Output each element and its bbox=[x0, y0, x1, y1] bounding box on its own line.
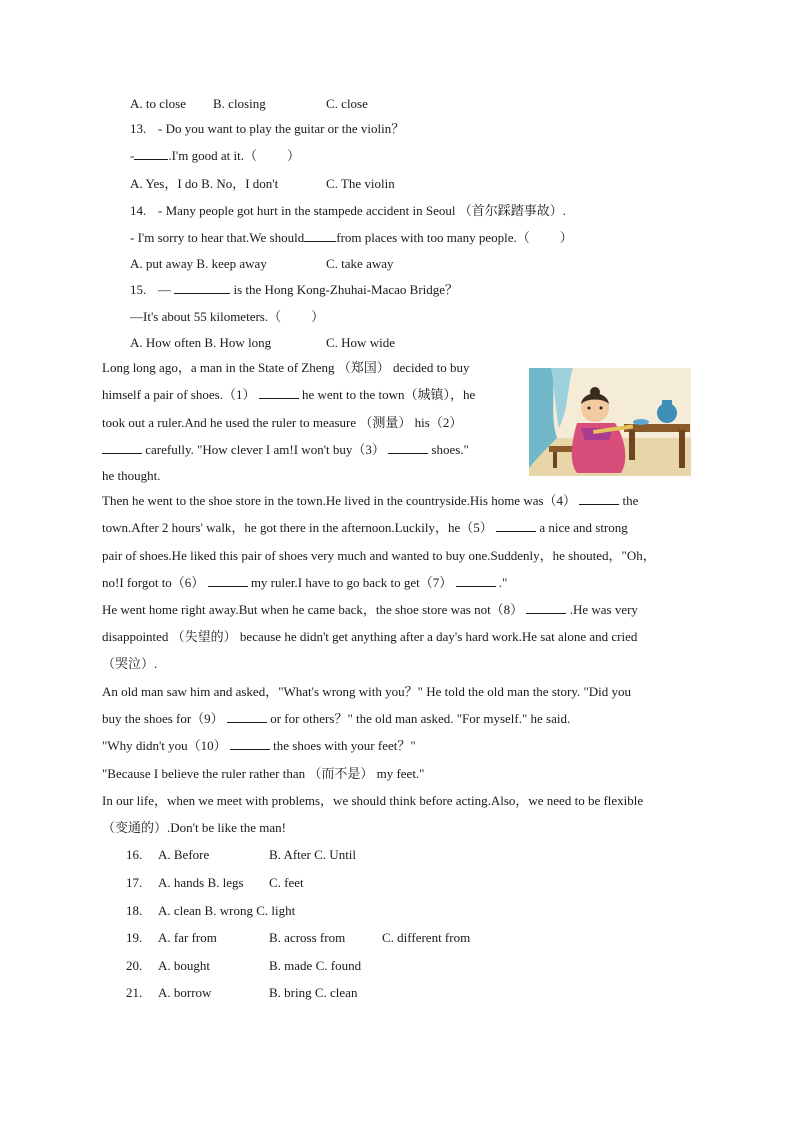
answer-number: 20. bbox=[126, 958, 143, 973]
q13-number: 13. bbox=[130, 121, 147, 136]
q12-option-b: B. closing bbox=[213, 96, 266, 111]
answer-option-b: B. bring C. clean bbox=[269, 985, 358, 1000]
blank-5[interactable] bbox=[496, 520, 536, 532]
passage-line-2: himself a pair of shoes.（1） he went to the town（城镇），he bbox=[102, 387, 476, 402]
blank-7[interactable] bbox=[456, 575, 496, 587]
answer-number: 19. bbox=[126, 930, 143, 945]
blank-2[interactable] bbox=[102, 442, 142, 454]
answer-option-a: A. Before bbox=[158, 847, 210, 862]
answer-option-b: B. made C. found bbox=[269, 958, 362, 973]
passage-line-3: took out a ruler.And he used the ruler to measure （测量） his（2） bbox=[102, 415, 463, 430]
q15-blank[interactable] bbox=[174, 282, 230, 294]
passage-line-8: pair of shoes.He liked this pair of shoes very much and wanted to buy one.Suddenly，he shouted，"Oh， bbox=[102, 548, 656, 563]
q14-question: - Many people got hurt in the stampede accident in Seoul （首尔踩踏事故）. bbox=[158, 203, 566, 218]
passage-line-7: town.After 2 hours' walk，he got there in the afternoon.Luckily，he（5） a nice and strong bbox=[102, 520, 628, 535]
answer-option-b: C. feet bbox=[269, 875, 304, 890]
answer-number: 18. bbox=[126, 903, 143, 918]
blank-8[interactable] bbox=[526, 602, 566, 614]
blank-3[interactable] bbox=[388, 442, 428, 454]
answer-option-a: A. far from bbox=[158, 930, 217, 945]
answer-number: 16. bbox=[126, 847, 143, 862]
q15-question: — is the Hong Kong-Zhuhai-Macao Bridge？ bbox=[158, 282, 459, 297]
q12-option-c: C. close bbox=[326, 96, 368, 111]
answer-option-a: A. borrow bbox=[158, 985, 212, 1000]
passage-line-4: carefully. "How clever I am!I won't buy（3） shoes." bbox=[102, 442, 469, 458]
passage-line-1: Long long ago，a man in the State of Zheng （郑国） decided to buy bbox=[102, 360, 470, 375]
passage-line-14: buy the shoes for（9） or for others？" the old man asked. "For myself." he said. bbox=[102, 711, 571, 726]
q13-reply: - .I'm good at it.（ ） bbox=[130, 148, 300, 163]
passage-line-15: "Why didn't you（10） the shoes with your feet？" bbox=[102, 738, 416, 753]
q15-number: 15. bbox=[130, 282, 147, 297]
man-measuring-ruler-illustration bbox=[529, 368, 691, 476]
blank-4[interactable] bbox=[579, 493, 619, 505]
passage-line-12: （哭泣）. bbox=[102, 656, 158, 671]
passage-line-17: In our life，when we meet with problems，we should think before acting.Also，we need to be flexible bbox=[102, 793, 644, 808]
q13-option-c: C. The violin bbox=[326, 176, 395, 191]
answer-option-c: C. different from bbox=[382, 930, 471, 945]
q13-option-ab: A. Yes，I do B. No，I don't bbox=[130, 176, 279, 191]
passage-line-11: disappointed （失望的） because he didn't get anything after a day's hard work.He sat alone and cried bbox=[102, 629, 638, 644]
passage-line-13: An old man saw him and asked，"What's wrong with you？" He told the old man the story. "Did you bbox=[102, 684, 632, 699]
blank-1[interactable] bbox=[259, 387, 299, 399]
passage-line-6: Then he went to the shoe store in the town.He lived in the countryside.His home was（4） the bbox=[102, 493, 639, 508]
q15-option-ab: A. How often B. How long bbox=[130, 335, 272, 350]
blank-6[interactable] bbox=[208, 575, 248, 587]
q15-reply: —It's about 55 kilometers.（ ） bbox=[130, 309, 325, 324]
q12-option-a: A. to close bbox=[130, 96, 186, 111]
passage-line-9: no!I forgot to（6） my ruler.I have to go back to get（7） ." bbox=[102, 575, 508, 590]
answer-option-a: A. hands B. legs bbox=[158, 875, 244, 890]
q13-blank[interactable] bbox=[134, 148, 168, 160]
q14-option-ab: A. put away B. keep away bbox=[130, 256, 267, 271]
answer-option-b: B. After C. Until bbox=[269, 847, 357, 862]
q15-option-c: C. How wide bbox=[326, 335, 395, 350]
passage-line-10: He went home right away.But when he came back，the shoe store was not（8） .He was very bbox=[102, 602, 638, 617]
passage-line-16: "Because I believe the ruler rather than （而不是） my feet." bbox=[102, 766, 425, 781]
blank-9[interactable] bbox=[227, 711, 267, 723]
answer-number: 17. bbox=[126, 875, 143, 890]
q14-option-c: C. take away bbox=[326, 256, 394, 271]
answer-option-a: A. bought bbox=[158, 958, 210, 973]
blank-10[interactable] bbox=[230, 738, 270, 750]
passage-line-5: he thought. bbox=[102, 468, 161, 483]
answer-option-b: B. across from bbox=[269, 930, 346, 945]
q13-question: - Do you want to play the guitar or the violin？ bbox=[158, 121, 405, 136]
passage-line-18: （变通的）.Don't be like the man! bbox=[102, 820, 286, 835]
q14-number: 14. bbox=[130, 203, 147, 218]
answer-option-a: A. clean B. wrong C. light bbox=[158, 903, 296, 918]
q14-reply: - I'm sorry to hear that.We should from places with too many people.（ ） bbox=[130, 230, 573, 245]
answer-number: 21. bbox=[126, 985, 143, 1000]
q14-blank[interactable] bbox=[304, 230, 336, 242]
